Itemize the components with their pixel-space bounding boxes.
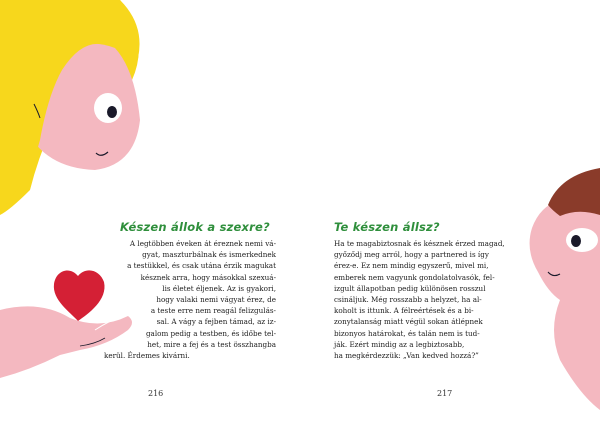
right-page-body xyxy=(334,238,520,361)
text-line: emberek nem vagyunk gondolatolvasók, fel- xyxy=(334,272,495,282)
text-line: hogy valaki nemi vágyat érez, de xyxy=(156,295,276,305)
blonde-girl-illustration xyxy=(0,0,140,215)
text-line: A legtöbben éveken át éreznek nemi vá- xyxy=(129,239,276,248)
right-page-heading: Te készen állsz? xyxy=(334,220,440,234)
text-line: gyat, maszturbálnak és ismerkednek xyxy=(142,250,276,260)
boy-illustration xyxy=(530,168,600,410)
text-line: késznek arra, hogy másokkal szexuá- xyxy=(140,272,276,282)
text-line: ha megkérdezzük: „Van kedved hozzá?” xyxy=(334,351,479,361)
text-line: zonytalanság miatt végül sokan átlépnek xyxy=(334,317,483,327)
text-line: izgult állapotban pedig különösen rosszul xyxy=(334,283,486,293)
heart-icon xyxy=(54,270,105,321)
text-line: ják. Ezért mindig az a legbiztosabb, xyxy=(334,339,465,349)
text-line: het, mire a fej és a test összhangba xyxy=(147,339,276,349)
page-number-right: 217 xyxy=(437,389,453,398)
text-line: lis életet éljenek. Az is gyakori, xyxy=(162,283,276,293)
text-line: Ha te magabiztosnak és késznek érzed magad, xyxy=(334,239,505,248)
left-page-heading: Készen állok a szexre? xyxy=(120,220,270,234)
text-line: bizonyos határokat, és talán nem is tud- xyxy=(334,328,480,338)
text-line: csináljuk. Még rosszabb a helyzet, ha al- xyxy=(334,295,482,305)
text-line: a testükkel, és csak utána érzik magukat xyxy=(127,261,276,271)
page-number-left: 216 xyxy=(148,389,164,398)
text-line: a teste erre nem reagál felizgulás- xyxy=(150,306,276,316)
text-line: kerül. Érdemes kivárni. xyxy=(104,351,190,361)
text-line: érez-e. Ez nem mindig egyszerű, mivel mi, xyxy=(334,261,489,271)
text-line: galom pedig a testben, és időbe tel- xyxy=(145,328,276,338)
left-page-body xyxy=(104,238,276,361)
text-line: sal. A vágy a fejben támad, az iz- xyxy=(156,317,276,327)
text-line: győződj meg arról, hogy a partnered is így xyxy=(334,250,489,260)
text-line: koholt is ittunk. A félreértések és a bi- xyxy=(334,306,474,316)
